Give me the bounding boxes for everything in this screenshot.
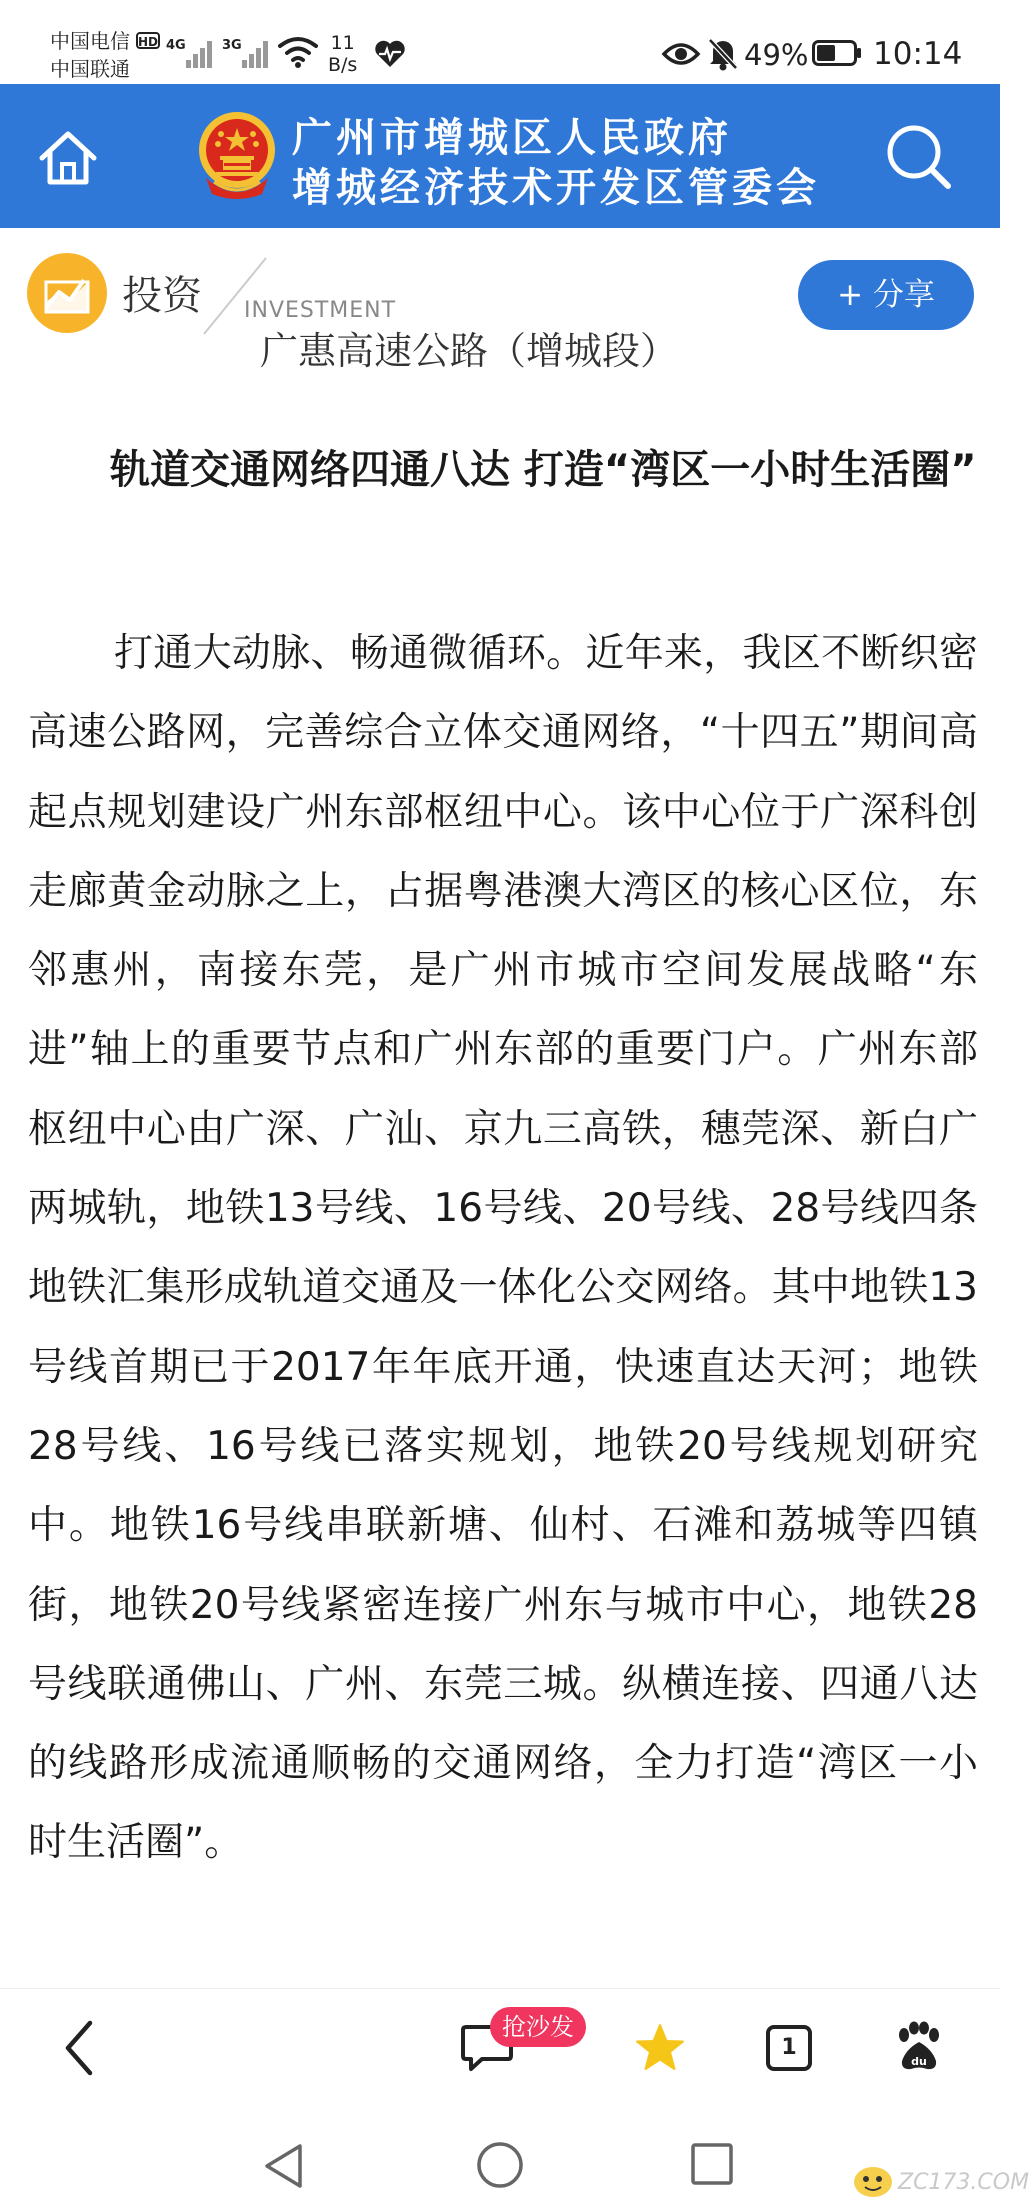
site-title-line-1: 广州市增城区人民政府 [292, 114, 732, 161]
nav-recent-apps-icon[interactable] [690, 2142, 734, 2186]
back-arrow-icon[interactable] [60, 2019, 100, 2077]
signal-type-1: 4G [166, 38, 186, 53]
system-nav-bar [0, 2108, 1029, 2211]
bottom-toolbar [0, 1988, 1000, 2109]
net-speed-value: 11 [330, 32, 355, 54]
signal-strength-1-icon [166, 38, 214, 68]
hd-badge: HD [136, 32, 160, 49]
status-bar [0, 0, 1000, 84]
favorite-star-icon[interactable] [634, 2023, 686, 2073]
svg-text:du: du [911, 2055, 927, 2068]
nav-back-icon[interactable] [262, 2142, 306, 2190]
grab-sofa-badge[interactable]: 抢沙发 [490, 2007, 586, 2047]
wifi-icon [278, 36, 318, 68]
nav-home-icon[interactable] [475, 2140, 525, 2190]
investment-chart-icon [26, 252, 108, 334]
carrier-secondary: 中国联通 [50, 57, 130, 81]
national-emblem-icon [196, 110, 278, 202]
status-time: 10:14 [873, 36, 963, 72]
site-header [0, 84, 1000, 228]
signal-type-2: 3G [222, 38, 242, 53]
tab-count: 1 [781, 2035, 797, 2060]
net-speed-unit: B/s [328, 54, 358, 76]
bell-off-icon [707, 37, 739, 71]
signal-strength-2-icon [222, 38, 270, 68]
tabs-button[interactable] [766, 2025, 812, 2071]
home-icon[interactable] [38, 130, 98, 186]
watermark-text: ZC173.COM [898, 2170, 1029, 2195]
clipped-text: 广惠高速公路（增城段） [260, 329, 679, 373]
article-heading: 轨道交通网络四通八达 打造“湾区一小时生活圈” [110, 447, 977, 493]
search-icon[interactable] [884, 122, 954, 192]
heart-rate-icon [374, 40, 406, 68]
battery-icon [812, 40, 862, 66]
baidu-paw-icon[interactable] [892, 2021, 944, 2073]
clipped-text-line [260, 329, 760, 382]
site-title-line-2: 增城经济技术开发区管委会 [292, 164, 820, 211]
share-button[interactable]: + 分享 [798, 260, 974, 330]
net-speed [328, 32, 357, 76]
watermark-logo-icon [852, 2164, 894, 2200]
article-body: 打通大动脉、畅通微循环。近年来，我区不断织密高速公路网，完善综合立体交通网络，“十四五”期间高起点规划建设广州东部枢纽中心。该中心位于广深科创走廊黄金动脉之上，占据粤港澳大湾区的核心区位，东邻惠州，南接东莞，是广州市城市空间发展战略“东进”轴上的重要节点和广州东部的重要门户。广州东部枢纽中心由广深、广汕、京九三高铁，穗莞深、新白广两城轨，地铁13号线、16号线、20号线、28号线四条地铁汇集形成轨道交通及一体化公交网络。其中地铁13号线首期已于2017年年底开通，快速直达天河；地铁28号线、16号线已落实规划，地铁20号线规划研究中。地铁16号线串联新塘、仙村、石滩和荔城等四镇街，地铁20号线紧密连接广州东与城市中心，地铁28号线联通佛山、广州、东莞三城。纵横连接、四通八达的线路形成流通顺畅的交通网络，全力打造“湾区一小时生活圈”。 [28, 631, 978, 1866]
battery-percent: 49% [744, 38, 809, 72]
section-subtitle: INVESTMENT [244, 298, 397, 323]
eye-icon [662, 40, 700, 68]
section-title: 投资 [122, 273, 202, 319]
carrier-primary: 中国电信 [50, 29, 130, 53]
